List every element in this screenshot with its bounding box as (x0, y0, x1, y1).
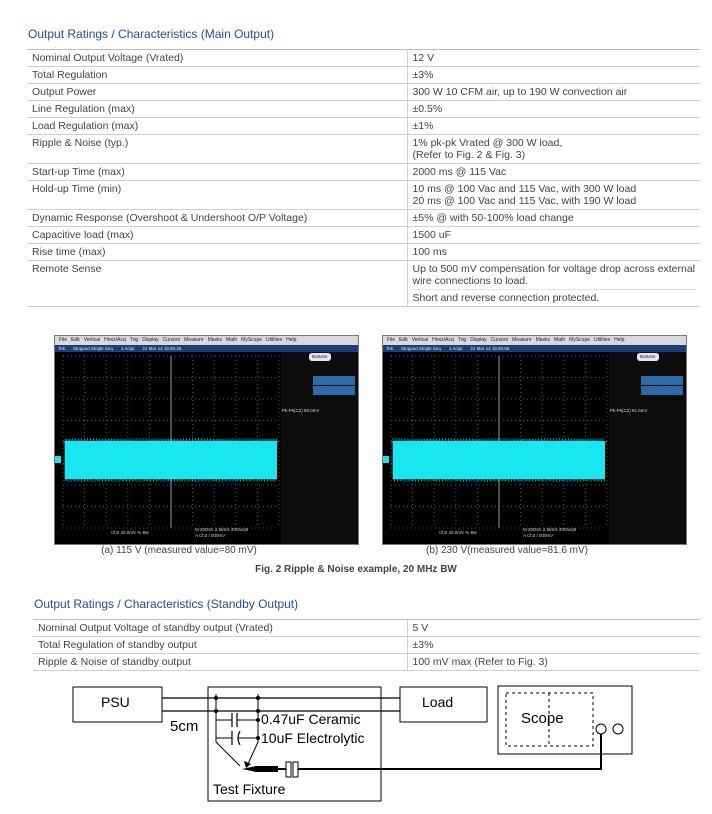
spec-value-cell (407, 84, 700, 101)
scope-menu-item: Help (286, 337, 297, 343)
spec-row (27, 181, 700, 210)
scope-display (383, 352, 686, 544)
scope-menu-item: Cursors (162, 337, 181, 343)
spec-parameter: Rise time (max) (27, 244, 407, 261)
spec-value-cell (407, 118, 700, 135)
scope-menu-item: Vertical (411, 337, 429, 343)
spec-value-cell (407, 164, 700, 181)
scope-status-text: Stopped Single Seq (73, 346, 113, 351)
spec-value: 12 V (412, 52, 435, 64)
spec-value-cell (407, 210, 700, 227)
scope-display (55, 352, 358, 544)
spec-row (33, 654, 700, 671)
scope-menu-item: Math (554, 337, 566, 343)
scope-menu-item: File (59, 337, 68, 343)
scope-timebase-readout: M 200ms 2.5kS/s 400ns/pt (195, 527, 249, 532)
figure-caption: Fig. 2 Ripple & Noise example, 20 MHz BW (255, 564, 457, 575)
spec-value: ±3% (412, 69, 434, 81)
scope-input-1 (596, 724, 606, 734)
spec-row (27, 101, 700, 118)
spec-parameter: Total Regulation of standby output (33, 637, 407, 654)
spec-value-cell (407, 50, 700, 67)
oscilloscope-screenshot-b (382, 335, 687, 545)
channel-marker (55, 456, 61, 463)
spec-parameter: Nominal Output Voltage (Vrated) (27, 50, 407, 67)
scope-status-text: Stopped Single Seq (401, 346, 441, 351)
spec-value: 300 W 10 CFM air, up to 190 W convection air (412, 86, 628, 98)
spec-value: 2000 ms @ 115 Vac (412, 166, 507, 178)
scope-menu-item: Edit (71, 337, 80, 343)
spec-parameter: Total Regulation (27, 67, 407, 84)
scope-side-control (641, 376, 683, 385)
spec-parameter: Nominal Output Voltage of standby output (Vrated) (33, 620, 407, 637)
scope-menu-item: MyScope (569, 337, 591, 343)
spec-value: ±3% (412, 639, 434, 651)
spec-value-cell (407, 227, 700, 244)
scope-trigger-readout: A Ch2 / 000mV (195, 533, 226, 538)
standby-spec-table (33, 619, 700, 671)
spec-row (27, 84, 700, 101)
scope-menu-item: Cursors (490, 337, 509, 343)
spec-value: 100 mV max (Refer to Fig. 3) (412, 656, 548, 668)
main-spec-table (27, 49, 700, 307)
spec-value-cell (407, 181, 700, 210)
spec-value-cell (407, 637, 700, 654)
spec-parameter: Ripple & Noise (typ.) (27, 135, 407, 164)
psu-label: PSU (101, 694, 130, 710)
spec-value: 10 ms @ 100 Vac and 115 Vac, with 300 W load (412, 183, 637, 195)
spec-value-cell (407, 244, 700, 261)
load-label: Load (422, 694, 454, 710)
spec-row (27, 244, 700, 261)
scope-status-text: 1 Acqs (120, 346, 135, 351)
scope-menu-item: Trig (457, 337, 467, 343)
measurement-setup-diagram (60, 680, 660, 810)
scope-menu-item: Math (226, 337, 238, 343)
distance-label: 5cm (170, 718, 199, 735)
oscilloscope-screenshot-a (54, 335, 359, 545)
spec-value-cell (407, 261, 700, 307)
spec-value: ±0.5% (412, 103, 443, 115)
standby-section-title: Output Ratings / Characteristics (Standby Output) (34, 597, 299, 611)
scope-buttons-label: Buttons (640, 354, 656, 359)
scope-menu-item: Measure (184, 337, 204, 343)
spec-value: ±5% @ with 50-100% load change (412, 212, 574, 224)
spec-parameter: Hold-up Time (min) (27, 181, 407, 210)
scope-menu-item: Trig (129, 337, 139, 343)
scope-menu-item: Edit (399, 337, 408, 343)
scope-side-control (641, 386, 683, 395)
spec-parameter: Start-up Time (max) (27, 164, 407, 181)
scope-channel-readout: Ch2 40.0mV % Bw (439, 530, 477, 535)
spec-parameter: Dynamic Response (Overshoot & Undershoot O/P Voltage) (27, 210, 407, 227)
spec-value: 1% pk-pk Vrated @ 300 W load, (412, 137, 563, 149)
scope-status-text: 21 Mar 14 15:80:26 (142, 346, 182, 351)
spec-value: 1500 uF (412, 229, 452, 241)
scope-menu-item: Masks (207, 337, 223, 343)
scope-b-caption: (b) 230 V(measured value=81.6 mV) (425, 545, 589, 556)
scope-status-text: Tek (386, 346, 394, 351)
spec-value-cell (407, 101, 700, 118)
scope-trigger-readout: A Ch2 / 000mV (523, 533, 554, 538)
spec-row (33, 637, 700, 654)
scope-buttons-label: Buttons (312, 354, 328, 359)
scope-status-text: 21 Mar 14 15:80:56 (470, 346, 510, 351)
scope-channel-readout: Ch2 40.0mV % Bw (111, 530, 149, 535)
spec-value: ±1% (412, 120, 434, 132)
scope-label: Scope (521, 710, 564, 727)
spec-value: 100 ms (412, 246, 447, 258)
spec-value: Up to 500 mV compensation for voltage drop across external wire connections to load. (412, 263, 695, 287)
spec-row (27, 210, 700, 227)
scope-menu-item: Utilities (266, 337, 283, 343)
ceramic-cap-label: 0.47uF Ceramic (261, 711, 361, 727)
scope-status-text: 1 Acqs (448, 346, 463, 351)
scope-status-bar (383, 345, 686, 352)
spec-row (27, 50, 700, 67)
scope-menu-bar (383, 336, 686, 345)
scope-timebase-readout: M 200ms 2.5kS/s 400ns/pt (523, 527, 577, 532)
spec-row (27, 67, 700, 84)
spec-parameter: Line Regulation (max) (27, 101, 407, 118)
scope-menu-item: Utilities (594, 337, 611, 343)
scope-side-control (313, 376, 355, 385)
spec-value: 5 V (412, 622, 429, 634)
scope-side-control (313, 386, 355, 395)
scope-status-bar (55, 345, 358, 352)
spec-parameter: Capacitive load (max) (27, 227, 407, 244)
spec-value-cell (407, 135, 700, 164)
test-fixture-label: Test Fixture (213, 781, 286, 797)
scope-status-text: Tek (58, 346, 66, 351)
spec-row (27, 227, 700, 244)
scope-menu-item: Help (614, 337, 625, 343)
scope-a-caption: (a) 115 V (measured value=80 mV) (101, 545, 257, 556)
scope-measurement: Pk-Pk(C2) 81.6mV (610, 408, 648, 413)
main-section-title: Output Ratings / Characteristics (Main Output) (28, 27, 275, 41)
scope-menu-item: Vertical (83, 337, 101, 343)
spec-row (27, 164, 700, 181)
spec-row (27, 118, 700, 135)
scope-menu-item: Horiz/Acq (104, 337, 126, 343)
scope-menu-item: Horiz/Acq (432, 337, 454, 343)
spec-parameter: Ripple & Noise of standby output (33, 654, 407, 671)
scope-menu-item: Display (142, 337, 159, 343)
spec-row (27, 261, 700, 307)
electrolytic-cap-label: 10uF Electrolytic (261, 730, 365, 746)
spec-value: (Refer to Fig. 2 & Fig. 3) (412, 149, 526, 161)
scope-menu-item: File (387, 337, 396, 343)
spec-parameter: Output Power (27, 84, 407, 101)
scope-measurement: Pk-Pk(C2) 80.0mV (282, 408, 320, 413)
scope-menu-item: Masks (535, 337, 551, 343)
spec-row (33, 620, 700, 637)
scope-input-2 (613, 724, 623, 734)
spec-value-cell (407, 654, 700, 671)
spec-value: Short and reverse connection protected. (413, 289, 697, 304)
spec-parameter: Load Regulation (max) (27, 118, 407, 135)
spec-parameter: Remote Sense (27, 261, 407, 307)
scope-box (498, 686, 632, 754)
scope-menu-item: MyScope (241, 337, 263, 343)
scope-menu-item: Display (470, 337, 487, 343)
spec-row (27, 135, 700, 164)
scope-menu-item: Measure (512, 337, 532, 343)
spec-value-cell (407, 67, 700, 84)
spec-value-cell (407, 620, 700, 637)
scope-menu-bar (55, 336, 358, 345)
channel-marker (383, 456, 389, 463)
spec-value: 20 ms @ 100 Vac and 115 Vac, with 190 W load (412, 195, 637, 207)
